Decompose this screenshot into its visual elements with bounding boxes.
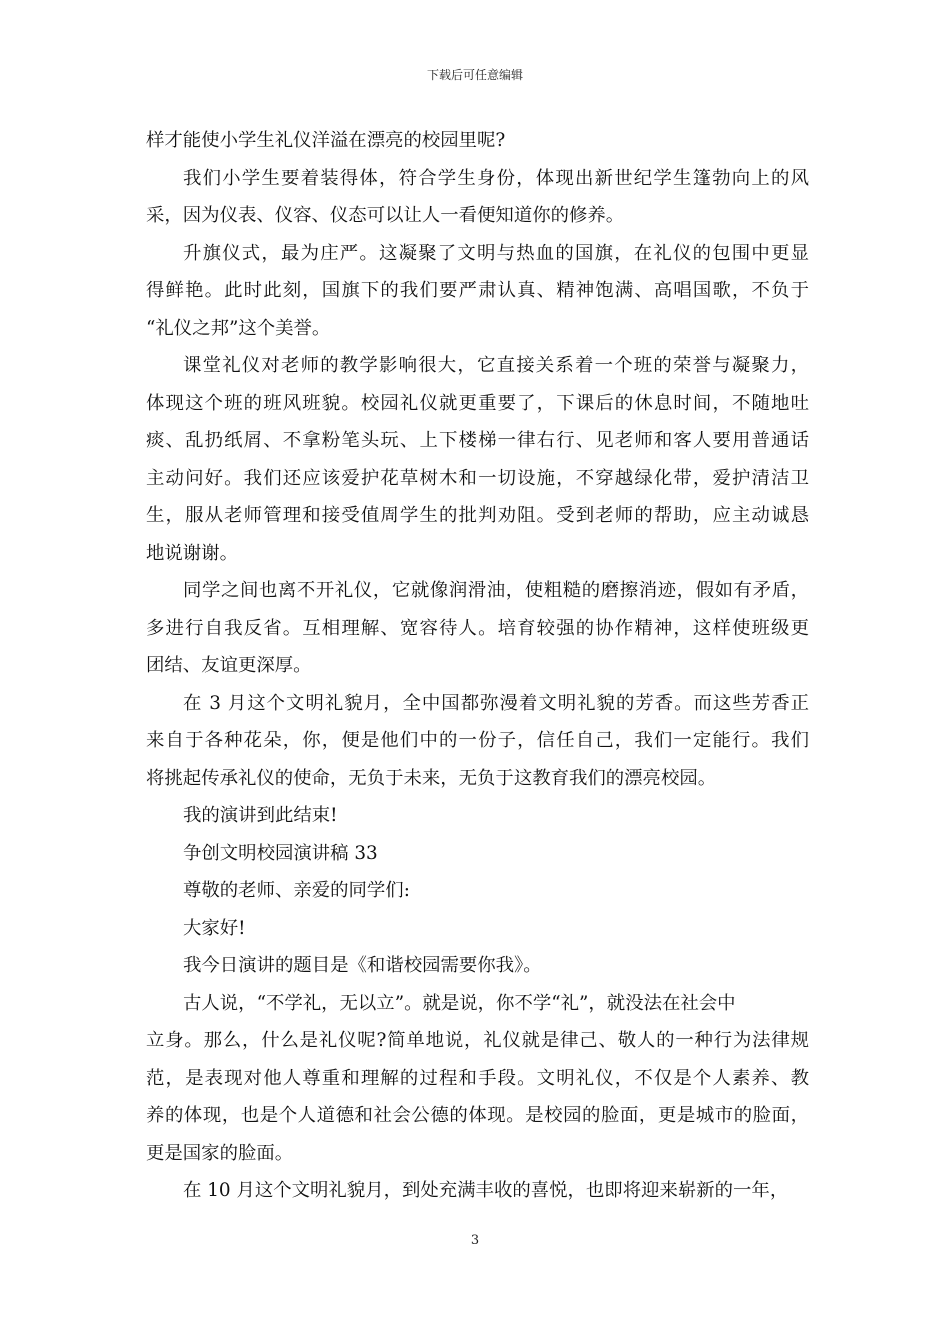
paragraph-line: 痰、乱扔纸屑、不拿粉笔头玩、上下楼梯一律右行、见老师和客人要用普通话 (146, 430, 809, 451)
paragraph-line: 得鲜艳。此时此刻，国旗下的我们要严肃认真、精神饱满、高唱国歌，不负于 (146, 280, 809, 301)
paragraph-line: 我们小学生要着装得体，符合学生身份，体现出新世纪学生篷勃向上的风 (183, 167, 809, 189)
paragraph-line: 我的演讲到此结束! (183, 805, 338, 826)
paragraph-line: 团结、友谊更深厚。 (146, 655, 312, 676)
paragraph-line: 主动问好。我们还应该爱护花草树木和一切设施，不穿越绿化带，爱护清洁卫 (146, 467, 809, 489)
page-number: 3 (470, 1233, 480, 1248)
paragraph-line: 同学之间也离不开礼仪，它就像润滑油，使粗糙的磨擦消迹，假如有矛盾， (183, 580, 809, 601)
paragraph-line: 大家好! (183, 917, 246, 939)
paragraph-line: 范，是表现对他人尊重和理解的过程和手段。文明礼仪，不仅是个人素养、教 (146, 1067, 809, 1089)
paragraph-line: 课堂礼仪对老师的教学影响很大，它直接关系着一个班的荣誉与凝聚力， (183, 355, 809, 376)
paragraph-line: 体现这个班的班风班貌。校园礼仪就更重要了，下课后的休息时间，不随地吐 (146, 392, 809, 414)
paragraph-line: 升旗仪式，最为庄严。这凝聚了文明与热血的国旗，在礼仪的包围中更显 (183, 242, 809, 264)
paragraph-line: 多进行自我反省。互相理解、宽容待人。培育较强的协作精神，这样使班级更 (146, 617, 809, 639)
paragraph-line: 养的体现，也是个人道德和社会公德的体现。是校园的脸面，更是城市的脸面， (146, 1105, 809, 1126)
paragraph-line: 尊敬的老师、亲爱的同学们: (183, 880, 410, 901)
paragraph-line: 立身。那么，什么是礼仪呢?简单地说，礼仪就是律己、敬人的一种行为法律规 (146, 1030, 809, 1051)
paragraph-line: 古人说，“不学礼，无以立”。就是说，你不学“礼”，就没法在社会中 (183, 992, 736, 1014)
paragraph-line: 在 10 月这个文明礼貌月，到处充满丰收的喜悦，也即将迎来崭新的一年， (183, 1180, 789, 1201)
paragraph-line: 地说谢谢。 (146, 542, 238, 564)
paragraph-line: 我今日演讲的题目是《和谐校园需要你我》。 (183, 955, 542, 976)
document-body (146, 122, 809, 1210)
paragraph-line: 更是国家的脸面。 (146, 1142, 294, 1164)
paragraph-line: 在 3 月这个文明礼貌月，全中国都弥漫着文明礼貌的芳香。而这些芳香正 (183, 692, 809, 714)
paragraph-line: 生，服从老师管理和接受值周学生的批判劝阻。受到老师的帮助，应主动诚恳 (146, 505, 809, 526)
paragraph-line: 来自于各种花朵，你，便是他们中的一份子，信任自己，我们一定能行。我们 (146, 730, 809, 751)
section-title: 争创文明校园演讲稿 33 (183, 842, 378, 864)
paragraph-line: “礼仪之邦”这个美誉。 (146, 317, 331, 339)
paragraph-line: 样才能使小学生礼仪洋溢在漂亮的校园里呢? (146, 130, 506, 151)
paragraph-line: 采，因为仪表、仪容、仪态可以让人一看便知道你的修养。 (146, 205, 625, 226)
paragraph-line: 将挑起传承礼仪的使命，无负于未来，无负于这教育我们的漂亮校园。 (146, 767, 717, 789)
page-header: 下载后可任意编辑 (426, 68, 523, 82)
